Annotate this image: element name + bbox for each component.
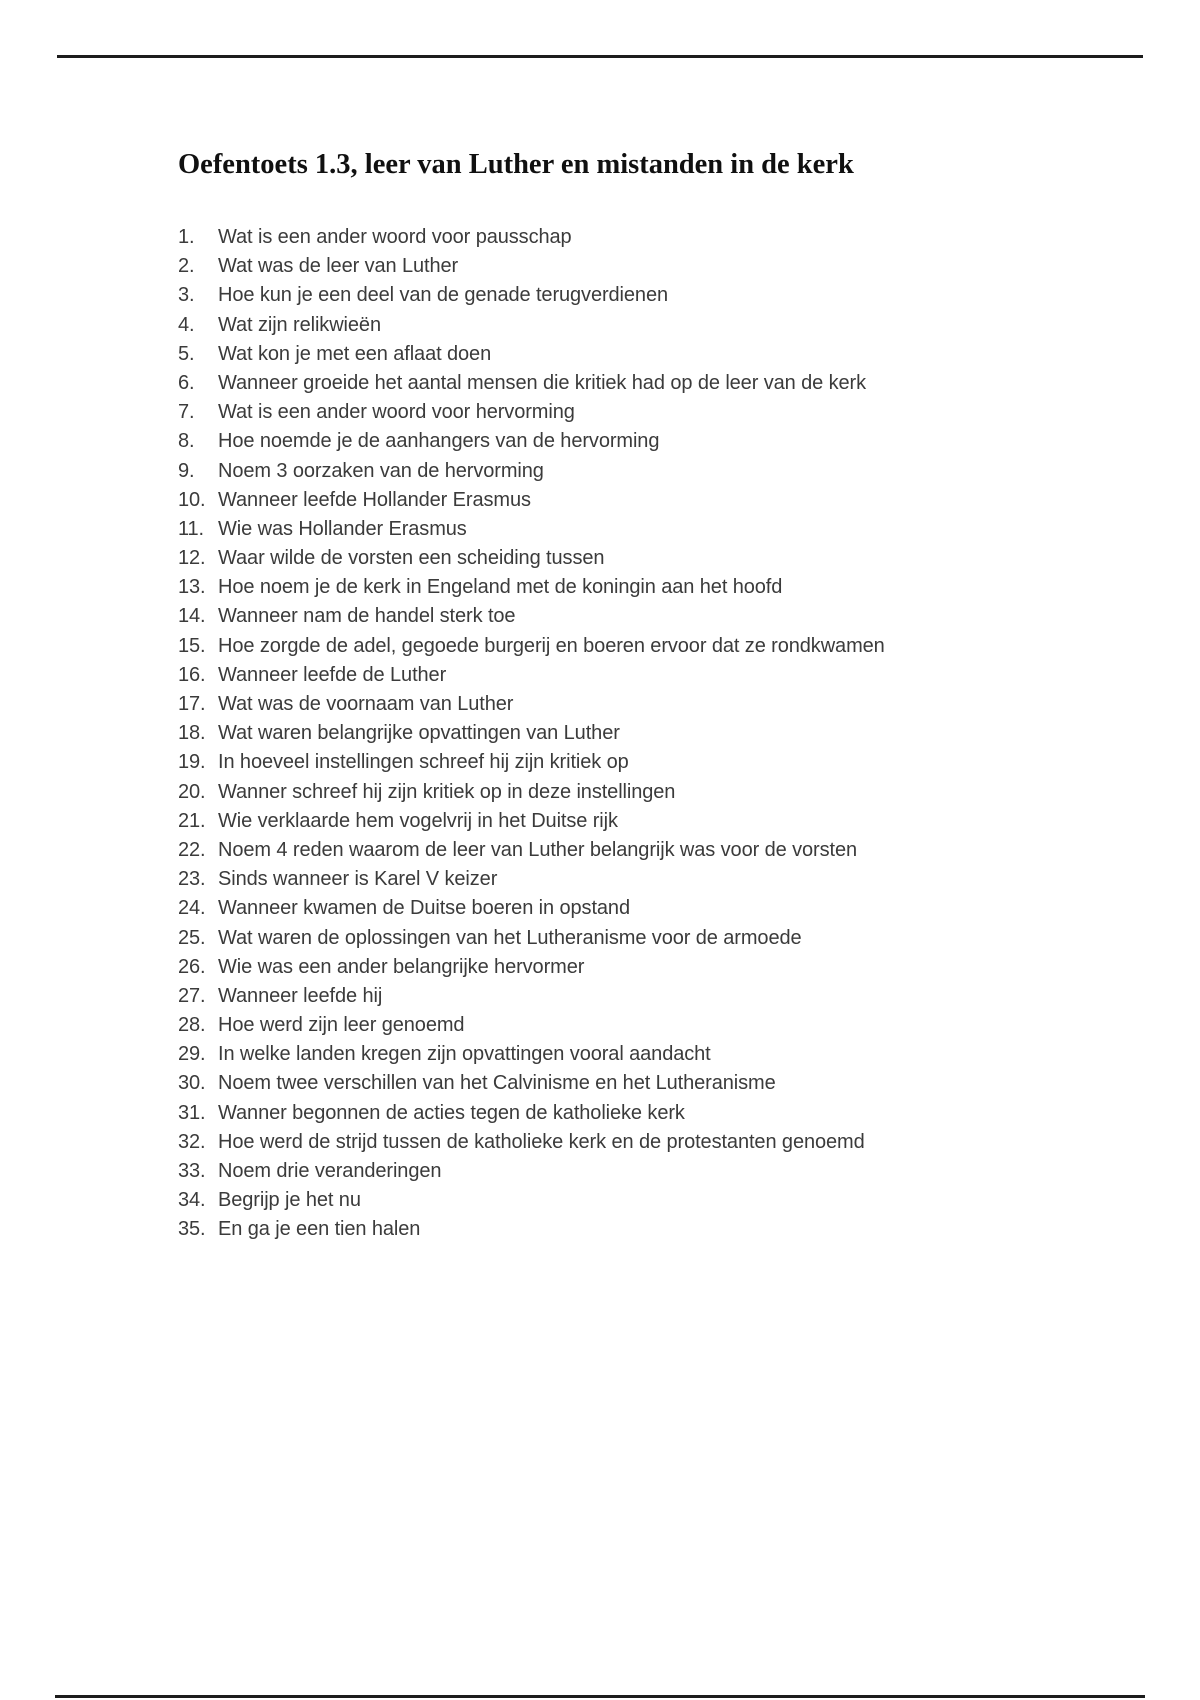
- question-text: Wat waren belangrijke opvattingen van Luther: [218, 722, 620, 745]
- question-item: [178, 1099, 1138, 1128]
- question-text: Wat kon je met een aflaat doen: [218, 342, 492, 365]
- question-text: In welke landen kregen zijn opvattingen vooral aandacht: [218, 1043, 711, 1066]
- question-item: [178, 894, 1138, 923]
- question-number: 29.: [178, 1043, 206, 1066]
- question-number: 10.: [178, 488, 206, 511]
- question-item: [178, 807, 1138, 836]
- question-item: [178, 690, 1138, 719]
- question-text: Wie was Hollander Erasmus: [218, 517, 467, 540]
- question-number: 12.: [178, 547, 206, 570]
- question-text: Hoe noemde je de aanhangers van de hervorming: [218, 430, 660, 453]
- question-item: [178, 340, 1138, 369]
- question-item: [178, 1011, 1138, 1040]
- question-text: Wat is een ander woord voor pausschap: [218, 226, 572, 248]
- question-text: Wanner begonnen de acties tegen de katholieke kerk: [218, 1101, 685, 1124]
- question-number: 16.: [178, 663, 206, 686]
- question-item: [178, 748, 1138, 777]
- question-number: 33.: [178, 1160, 206, 1182]
- question-text: Waar wilde de vorsten een scheiding tussen: [218, 547, 605, 570]
- question-number: 25.: [178, 926, 206, 949]
- question-text: Wanneer leefde de Luther: [218, 663, 447, 686]
- question-text: Wat was de voornaam van Luther: [218, 693, 514, 715]
- question-number: 8.: [178, 430, 195, 453]
- question-item: [178, 1069, 1138, 1098]
- question-number: 11.: [178, 517, 205, 540]
- bottom-divider-line: [55, 1695, 1145, 1698]
- question-text: Wat is een ander woord voor hervorming: [218, 401, 575, 424]
- question-text: Wie was een ander belangrijke hervormer: [218, 955, 585, 978]
- question-number: 23.: [178, 868, 206, 891]
- question-item: [178, 573, 1138, 602]
- question-number: 30.: [178, 1072, 206, 1095]
- question-text: Begrijp je het nu: [218, 1189, 361, 1212]
- question-number: 18.: [178, 722, 206, 745]
- question-item: [178, 661, 1138, 690]
- question-item: [178, 1215, 1138, 1244]
- question-number: 35.: [178, 1218, 206, 1241]
- question-text: Wat was de leer van Luther: [218, 255, 459, 278]
- question-text: Hoe werd zijn leer genoemd: [218, 1014, 465, 1037]
- question-text: Sinds wanneer is Karel V keizer: [218, 868, 498, 891]
- question-item: [178, 398, 1138, 427]
- question-text: Hoe noem je de kerk in Engeland met de koningin aan het hoofd: [218, 576, 783, 599]
- question-number: 6.: [178, 371, 195, 394]
- question-item: [178, 953, 1138, 982]
- question-number: 32.: [178, 1130, 206, 1153]
- question-item: [178, 223, 1138, 252]
- question-number: 28.: [178, 1014, 206, 1037]
- question-number: 20.: [178, 780, 206, 803]
- question-text: En ga je een tien halen: [218, 1218, 421, 1241]
- document-title: Oefentoets 1.3, leer van Luther en mistanden in de kerk: [178, 149, 854, 180]
- top-divider-line: [57, 55, 1143, 58]
- question-text: Wanneer leefde hij: [218, 984, 383, 1007]
- question-number: 17.: [178, 693, 206, 715]
- question-item: [178, 632, 1138, 661]
- question-text: Hoe werd de strijd tussen de katholieke kerk en de protestanten genoemd: [218, 1130, 865, 1153]
- question-text: Noem drie veranderingen: [218, 1160, 442, 1182]
- question-item: [178, 311, 1138, 340]
- question-text: Noem 4 reden waarom de leer van Luther belangrijk was voor de vorsten: [218, 838, 857, 861]
- question-text: Wie verklaarde hem vogelvrij in het Duitse rijk: [218, 809, 618, 832]
- question-number: 19.: [178, 751, 206, 774]
- question-number: 26.: [178, 955, 206, 978]
- question-item: [178, 1157, 1138, 1186]
- question-number: 34.: [178, 1189, 206, 1212]
- question-item: [178, 865, 1138, 894]
- question-item: [178, 982, 1138, 1011]
- question-item: [178, 1128, 1138, 1157]
- question-number: 1.: [178, 226, 195, 248]
- question-text: Wat zijn relikwieën: [218, 313, 381, 336]
- question-number: 31.: [178, 1101, 206, 1124]
- question-number: 15.: [178, 634, 206, 657]
- question-number: 3.: [178, 284, 195, 307]
- question-number: 21.: [178, 809, 206, 832]
- question-number: 4.: [178, 313, 195, 336]
- question-number: 13.: [178, 576, 206, 599]
- question-number: 9.: [178, 459, 195, 482]
- question-item: [178, 1040, 1138, 1069]
- question-item: [178, 719, 1138, 748]
- question-item: [178, 427, 1138, 456]
- question-text: In hoeveel instellingen schreef hij zijn kritiek op: [218, 751, 629, 774]
- question-item: [178, 836, 1138, 865]
- question-text: Wat waren de oplossingen van het Lutheranisme voor de armoede: [218, 926, 802, 949]
- question-text: Wanneer groeide het aantal mensen die kritiek had op de leer van de kerk: [218, 371, 867, 394]
- question-text: Hoe kun je een deel van de genade terugverdienen: [218, 284, 668, 307]
- question-item: [178, 515, 1138, 544]
- question-item: [178, 924, 1138, 953]
- question-item: [178, 486, 1138, 515]
- question-item: [178, 252, 1138, 281]
- question-text: Wanner schreef hij zijn kritiek op in deze instellingen: [218, 780, 676, 803]
- question-number: 5.: [178, 342, 195, 365]
- question-number: 14.: [178, 605, 206, 628]
- question-list: [178, 223, 1138, 1245]
- question-item: [178, 544, 1138, 573]
- question-item: [178, 457, 1138, 486]
- question-number: 24.: [178, 897, 206, 920]
- question-item: [178, 602, 1138, 631]
- question-item: [178, 369, 1138, 398]
- question-item: [178, 1186, 1138, 1215]
- question-text: Noem 3 oorzaken van de hervorming: [218, 459, 544, 482]
- question-item: [178, 778, 1138, 807]
- question-item: [178, 281, 1138, 310]
- question-text: Noem twee verschillen van het Calvinisme en het Lutheranisme: [218, 1072, 776, 1095]
- question-number: 7.: [178, 401, 195, 424]
- question-text: Wanneer kwamen de Duitse boeren in opstand: [218, 897, 630, 920]
- question-number: 22.: [178, 838, 206, 861]
- question-text: Hoe zorgde de adel, gegoede burgerij en boeren ervoor dat ze rondkwamen: [218, 634, 885, 657]
- question-number: 2.: [178, 255, 195, 278]
- question-text: Wanneer leefde Hollander Erasmus: [218, 488, 531, 511]
- question-number: 27.: [178, 984, 206, 1007]
- question-text: Wanneer nam de handel sterk toe: [218, 605, 516, 628]
